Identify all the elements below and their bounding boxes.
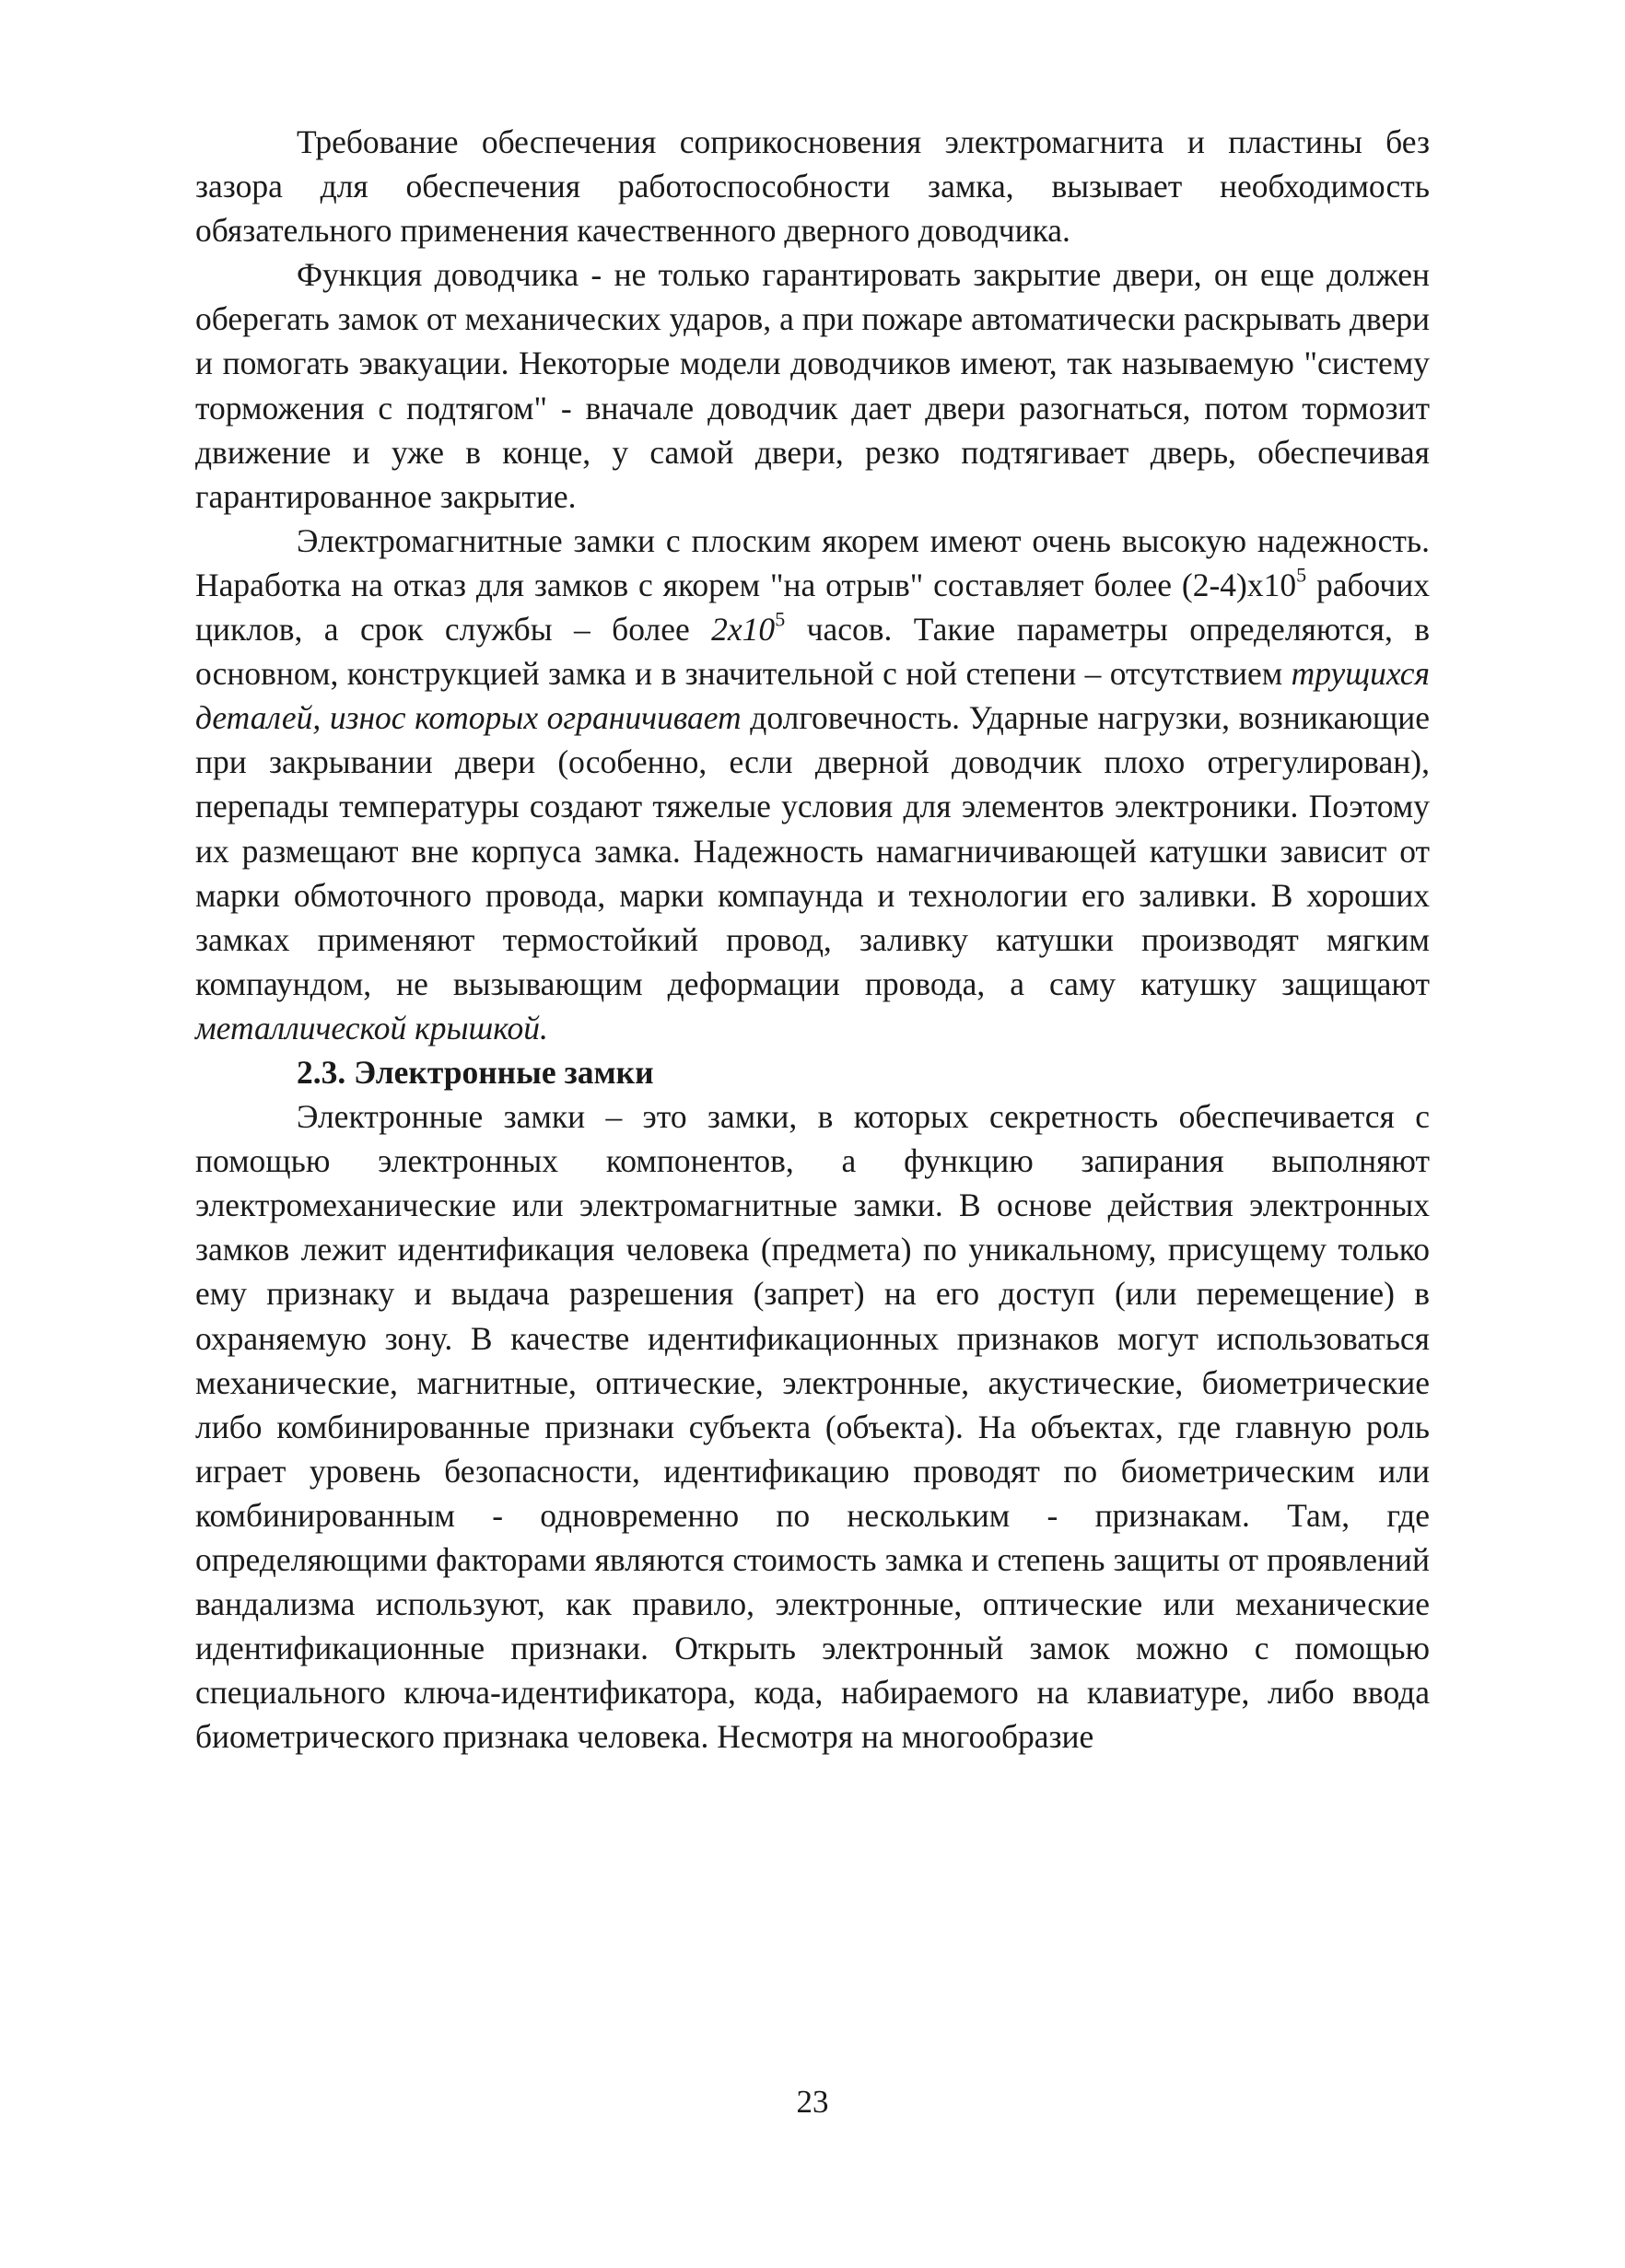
reliability-italic-c: трущихся деталей, износ которых ограничивает bbox=[195, 655, 1430, 737]
paragraph-magnetic-lock-reliability bbox=[195, 519, 1430, 1050]
reliability-text-a: Электромагнитные замки с плоским якорем имеют очень высокую надежность. Наработка на отказ для замков с якорем "на отрыв" составляет более (2-4)x10 bbox=[195, 521, 1430, 603]
reliability-text-b: рабочих циклов, а срок службы – более bbox=[195, 566, 1430, 649]
page-number: 23 bbox=[796, 2084, 829, 2120]
superscript-exponent: 5 bbox=[1296, 563, 1307, 587]
section-heading: 2.3. Электронные замки bbox=[297, 1053, 654, 1091]
reliability-italic-b: 2x10 bbox=[711, 611, 776, 649]
paragraph-door-closer-requirement: Требование обеспечения соприкосновения электромагнита и пластины без зазора для обеспечения работоспособности замка, вызывает необходимость обязательного применения качественного дверного доводчика. bbox=[195, 123, 1430, 250]
paragraph-electronic-locks: Электронные замки – это замки, в которых секретность обеспечивается с помощью электронных компонентов, а функцию запирания выполняют электромеханические или электромагнитные замки. В основе действия электронных замков лежит идентификация человека (предмета) по уникальному, присущему только ему признаку и выдача разрешения (запрет) на его доступ (или перемещение) в охраняемую зону. В качестве идентификационных признаков могут использоваться механические, магнитные, оптические, электронные, акустические, биометрические либо комбинированные признаки субъекта (объекта). На объектах, где главную роль играет уровень безопасности, идентификацию проводят по биометрическим или комбинированным - одновременно по нескольким - признакам. Там, где определяющими факторами являются стоимость замка и степень защиты от проявлений вандализма используют, как правило, электронные, оптические или механические идентификационные признаки. Открыть электронный замок можно с помощью специального ключа-идентификатора, кода, набираемого на клавиатуре, либо ввода биометрического признака человека. Несмотря на многообразие bbox=[195, 1098, 1430, 1756]
body-text bbox=[195, 120, 1430, 1759]
paragraph-closer-function: Функция доводчика - не только гарантировать закрытие двери, он еще должен оберегать замок от механических ударов, а при пожаре автоматически раскрывать двери и помогать эвакуации. Некоторые модели доводчиков имеют, так называемую "систему торможения с подтягом" - вначале доводчик дает двери разогнаться, потом тормозит движение и уже в конце, у самой двери, резко подтягивает дверь, обеспечивая гарантированное закрытие. bbox=[195, 256, 1430, 515]
reliability-text-d: долговечность. Ударные нагрузки, возникающие при закрывании двери (особенно, если дверной доводчик плохо отрегулирован), перепады температуры создают тяжелые условия для элементов электроники. Поэтому их размещают вне корпуса замка. Надежность намагничивающей катушки зависит от марки обмоточного провода, марки компаунда и технологии его заливки. В хороших замках применяют термостойкий провод, заливку катушки производят мягким компаундом, не вызывающим деформации провода, а саму катушку защищают bbox=[195, 699, 1430, 1002]
reliability-italic-d: металлической крышкой. bbox=[195, 1009, 548, 1046]
superscript-exponent: 5 bbox=[775, 607, 786, 631]
reliability-text-c: часов. Такие параметры определяются, в основном, конструкцией замка и в значительной с ной степени – отсутствием bbox=[195, 611, 1430, 693]
